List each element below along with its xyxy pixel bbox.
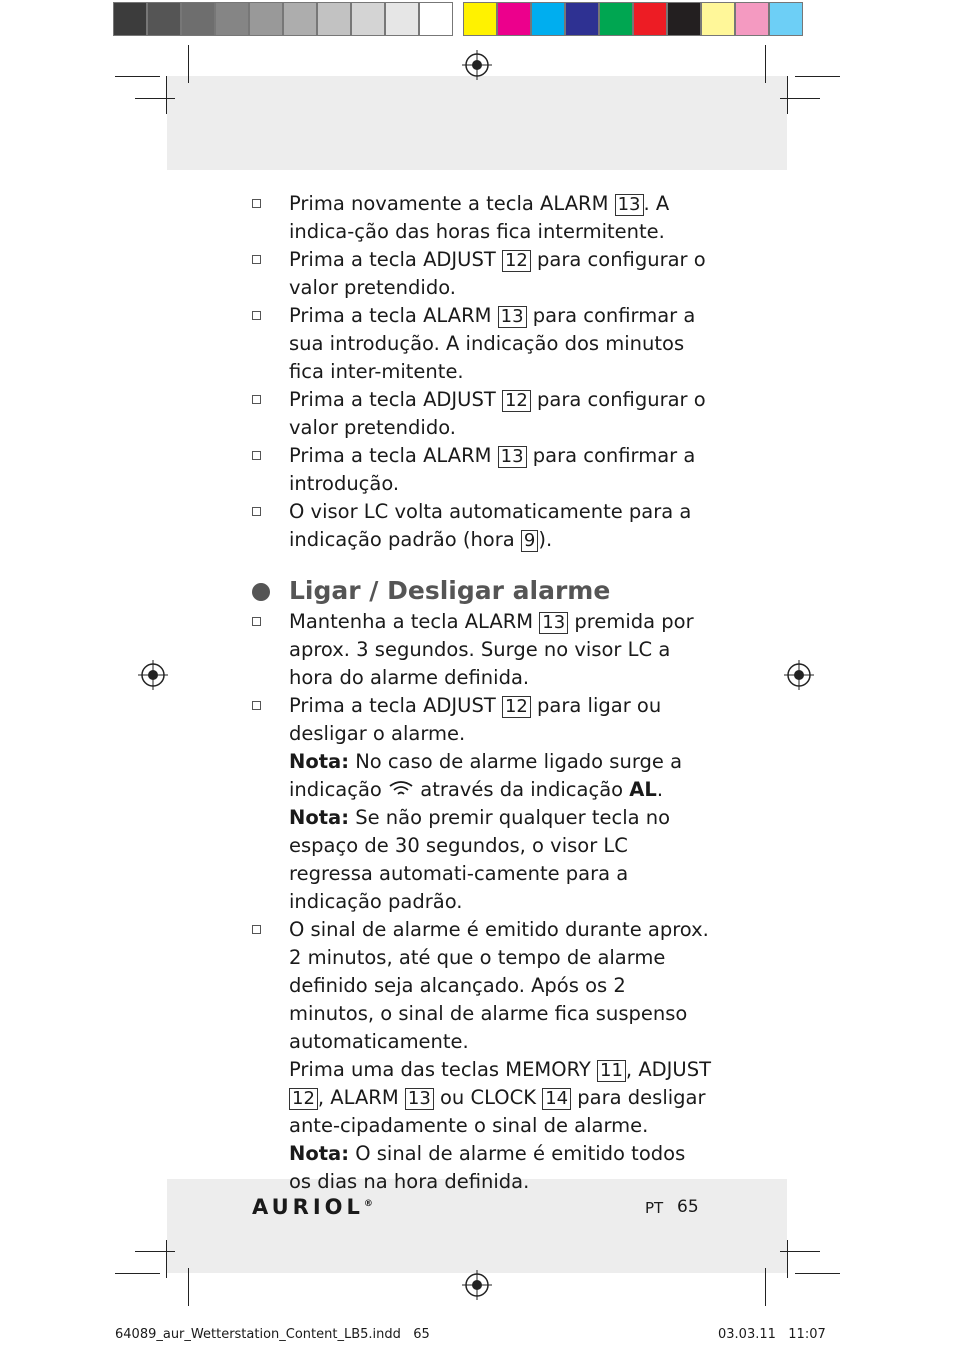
process-swatch (463, 2, 497, 36)
alarm-signal-icon (388, 780, 414, 798)
checkbox-bullet-icon (252, 617, 261, 626)
gray-swatch (181, 2, 215, 36)
gray-swatch (385, 2, 419, 36)
crop-mark (166, 76, 167, 114)
brand-logo: AURIOL® (252, 1195, 373, 1219)
crop-mark (115, 76, 160, 77)
section-dot-icon (252, 583, 270, 601)
registration-mark-icon (462, 1270, 492, 1300)
crop-mark (188, 1268, 189, 1306)
crop-mark (765, 45, 766, 83)
note: Nota: No caso de alarme ligado surge a indicação através da indicação AL. (289, 750, 683, 801)
gray-swatch (215, 2, 249, 36)
list-item: Prima a tecla ADJUST 12 para ligar ou desligar o alarme. (252, 692, 712, 748)
checkbox-bullet-icon (252, 701, 261, 710)
gray-swatch (113, 2, 147, 36)
list-item: O visor LC volta automaticamente para a indicação padrão (hora 9 ). (252, 498, 712, 554)
reference-number: 12 (289, 1088, 318, 1110)
list-item: O sinal de alarme é emitido durante aprox. 2 minutos, até que o tempo de alarme definido seja alcançado. Após os 2 minutos, o sinal de alarme fica suspenso automaticamente. (252, 916, 712, 1056)
crop-mark (166, 1240, 167, 1278)
process-swatch (769, 2, 803, 36)
reference-number: 14 (542, 1088, 571, 1110)
crop-mark (780, 1251, 820, 1252)
gray-swatch (249, 2, 283, 36)
process-swatch (497, 2, 531, 36)
checkbox-bullet-icon (252, 255, 261, 264)
registration-mark-icon (462, 50, 492, 80)
reference-number: 13 (405, 1088, 434, 1110)
list-item: Prima a tecla ADJUST 12 para configurar o valor pretendido. (252, 386, 712, 442)
reference-number: 12 (502, 696, 531, 718)
reference-number: 13 (498, 446, 527, 468)
reference-number: 12 (502, 250, 531, 272)
page-number: 65 (677, 1197, 699, 1217)
list-item: Mantenha a tecla ALARM 13 premida por aprox. 3 segundos. Surge no visor LC a hora do alarme definida. (252, 608, 712, 692)
crop-mark (115, 1273, 160, 1274)
crop-mark (765, 1268, 766, 1306)
registration-mark-icon (138, 660, 168, 690)
checkbox-bullet-icon (252, 925, 261, 934)
instruction-text: Prima uma das teclas MEMORY 11 , ADJUST 12 , ALARM 13 ou CLOCK 14 para desligar ante-cipadamente o sinal de alarme. (289, 1058, 711, 1137)
crop-mark (135, 98, 175, 99)
process-swatch (667, 2, 701, 36)
registration-mark-icon (784, 660, 814, 690)
crop-mark (780, 98, 820, 99)
list-item: Prima a tecla ALARM 13 para confirmar a sua introdução. A indicação dos minutos fica inter-mitente. (252, 302, 712, 386)
list-item: Prima a tecla ADJUST 12 para configurar o valor pretendido. (252, 246, 712, 302)
reference-number: 12 (502, 390, 531, 412)
note: Nota: Se não premir qualquer tecla no espaço de 30 segundos, o visor LC regressa automati-camente para a indicação padrão. (289, 806, 671, 913)
checkbox-bullet-icon (252, 311, 261, 320)
process-swatch (633, 2, 667, 36)
checkbox-bullet-icon (252, 451, 261, 460)
gray-swatch (351, 2, 385, 36)
crop-mark (787, 76, 788, 114)
gray-swatch (147, 2, 181, 36)
crop-mark (795, 1273, 840, 1274)
process-swatch (531, 2, 565, 36)
language-label: PT (645, 1199, 664, 1217)
process-swatch (599, 2, 633, 36)
file-slug: 64089_aur_Wetterstation_Content_LB5.indd 65 (115, 1327, 430, 1342)
color-calibration-bar (113, 2, 803, 36)
gray-swatch (317, 2, 351, 36)
reference-number: 13 (539, 612, 568, 634)
crop-mark (135, 1251, 175, 1252)
process-swatch (701, 2, 735, 36)
checkbox-bullet-icon (252, 395, 261, 404)
reference-number: 9 (521, 530, 538, 552)
list-item: Prima novamente a tecla ALARM 13 . A indica-ção das horas fica intermitente. (252, 190, 712, 246)
reference-number: 11 (597, 1060, 626, 1082)
checkbox-bullet-icon (252, 507, 261, 516)
print-date: 03.03.11 11:07 (718, 1327, 826, 1342)
process-swatch (565, 2, 599, 36)
crop-mark (795, 76, 840, 77)
gray-swatch (283, 2, 317, 36)
header-band (167, 76, 787, 170)
process-swatch (735, 2, 769, 36)
note: Nota: O sinal de alarme é emitido todos os dias na hora definida. (289, 1142, 686, 1193)
list-item: Prima a tecla ALARM 13 para confirmar a introdução. (252, 442, 712, 498)
checkbox-bullet-icon (252, 199, 261, 208)
reference-number: 13 (498, 306, 527, 328)
crop-mark (787, 1240, 788, 1278)
gray-swatch (419, 2, 453, 36)
reference-number: 13 (615, 194, 644, 216)
crop-mark (188, 45, 189, 83)
instruction-content (252, 190, 712, 1196)
section-heading: Ligar / Desligar alarme (252, 574, 712, 608)
